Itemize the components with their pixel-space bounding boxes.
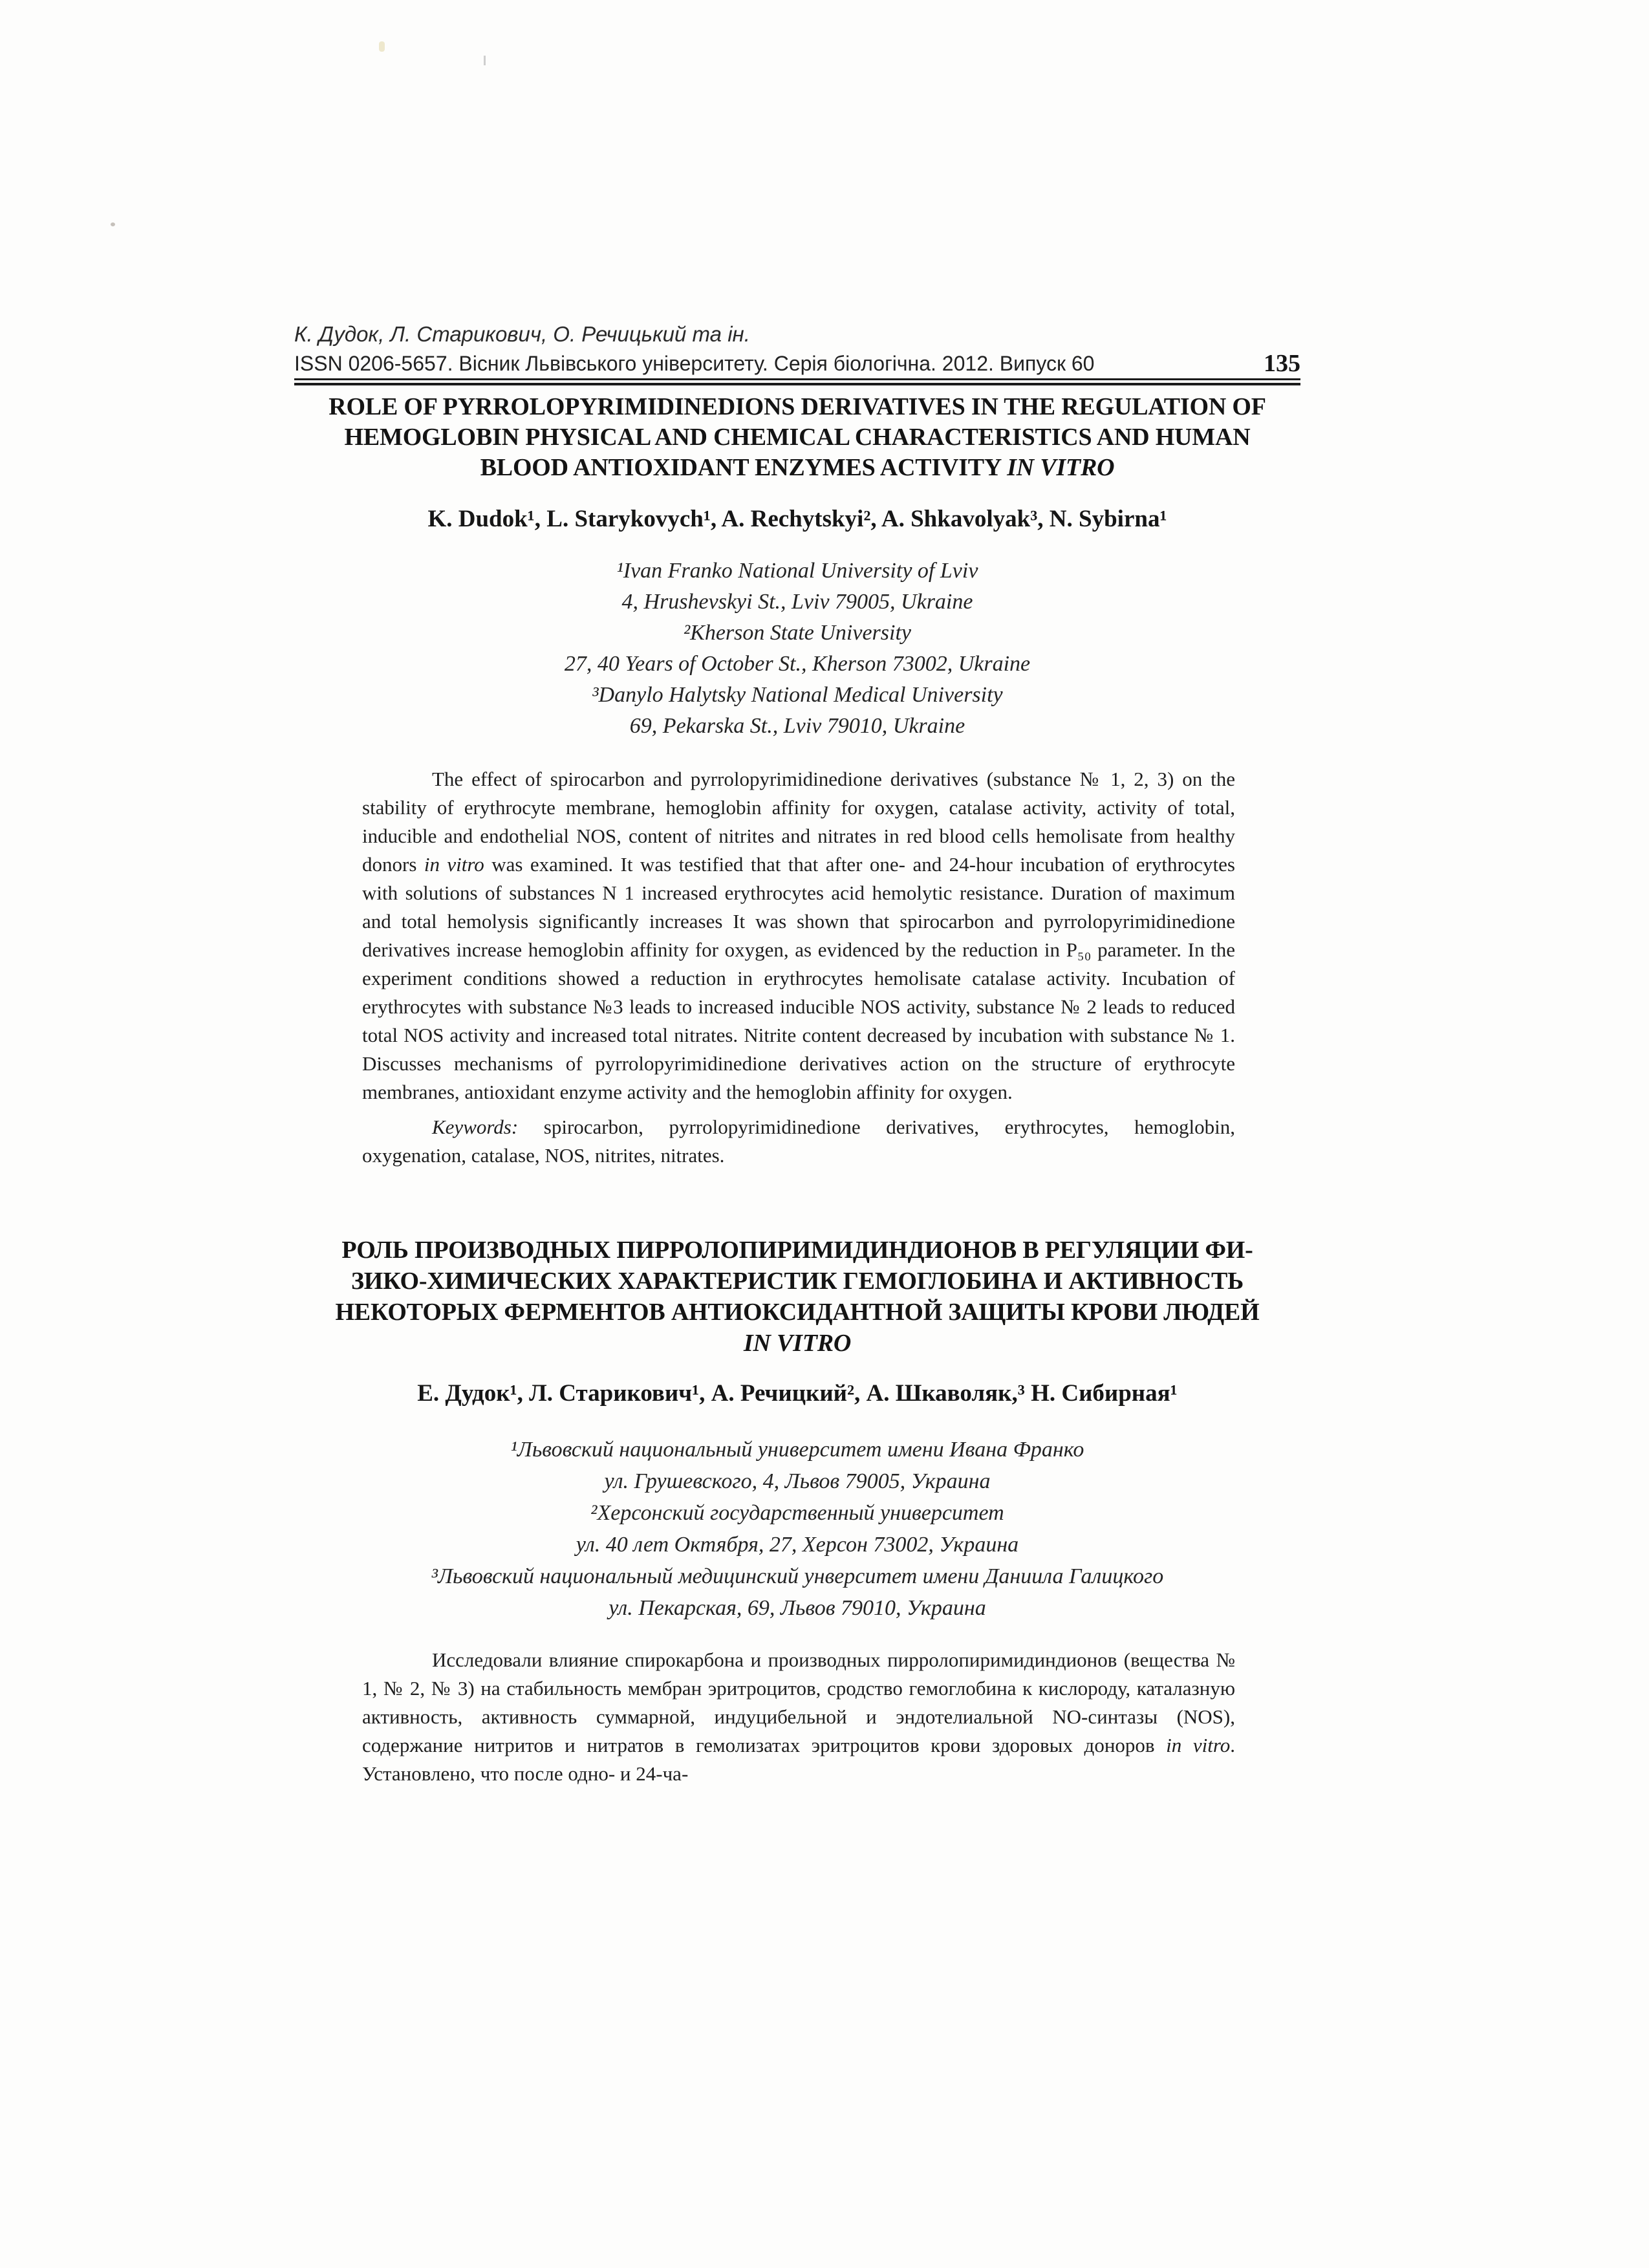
scan-artifact-dot bbox=[111, 222, 115, 226]
abstract-en bbox=[362, 765, 1235, 1107]
authors-en: K. Dudok¹, L. Starykovych¹, A. Rechytskyi², A. Shkavolyak³, N. Sybirna¹ bbox=[427, 506, 1167, 532]
article-title-en-line1: ROLE OF PYRROLOPYRIMIDINEDIONS DERIVATIVES IN THE REGULATION OF bbox=[329, 393, 1266, 420]
article-title-en-line3-text: BLOOD ANTIOXIDANT ENZYMES ACTIVITY bbox=[480, 454, 1008, 481]
keywords-label: Keywords: bbox=[432, 1116, 519, 1138]
affiliation-en-3: ³Danylo Halytsky National Medical University bbox=[592, 683, 1003, 707]
abstract-en-text-1: The effect of spirocarbon and pyrrolopyrimidinedione derivatives (substance № 1, 2, 3) on the stability of erythrocyte membrane, hemoglobin affinity for oxygen, catalase activity, activity of total, inducible and endothelial NOS, content of nitrites and nitrates in red blood cells hemolisate from healthy donors bbox=[362, 768, 1235, 876]
affiliation-en-1: ¹Ivan Franko National University of Lviv bbox=[616, 559, 978, 583]
affiliations-en bbox=[294, 556, 1300, 742]
article-title-ru-line3: НЕКОТОРЫХ ФЕРМЕНТОВ АНТИОКСИДАНТНОЙ ЗАЩИТЫ КРОВИ ЛЮДЕЙ bbox=[335, 1299, 1260, 1326]
affiliation-en-2-address: 27, 40 Years of October St., Kherson 73002, Ukraine bbox=[564, 652, 1031, 676]
running-authors: К. Дудок, Л. Старикович, О. Речицький та ін. bbox=[294, 322, 750, 346]
affiliation-ru-1: ¹Львовский национальный университет имени Ивана Франко bbox=[510, 1438, 1084, 1462]
article-title-ru bbox=[294, 1235, 1300, 1359]
affiliation-ru-3: ³Львовский национальный медицинский унверситет имени Даниила Галицкого bbox=[431, 1564, 1164, 1588]
affiliation-ru-2-address: ул. 40 лет Октября, 27, Херсон 73002, Украина bbox=[576, 1533, 1019, 1557]
header-divider-rule bbox=[294, 378, 1300, 385]
article-content-column bbox=[294, 321, 1300, 1788]
abstract-ru-text-2: . Установлено, что после одно- и 24-ча- bbox=[362, 1734, 1235, 1785]
scan-artifact-tick bbox=[484, 56, 486, 65]
affiliation-en-2: ²Kherson State University bbox=[683, 621, 912, 645]
abstract-ru-invitro: in vitro bbox=[1166, 1734, 1231, 1756]
affiliation-en-3-address: 69, Pekarska St., Lviv 79010, Ukraine bbox=[629, 714, 965, 738]
journal-header-row bbox=[294, 351, 1300, 376]
keywords-en bbox=[362, 1113, 1235, 1170]
authors-ru: Е. Дудок¹, Л. Старикович¹, А. Речицкий², А. Шкаволяк,³ Н. Сибирная¹ bbox=[417, 1380, 1178, 1407]
article-title-en-invitro: IN VITRO bbox=[1007, 454, 1115, 481]
scan-artifact-smudge bbox=[379, 41, 385, 52]
article-title-ru-line1: РОЛЬ ПРОИЗВОДНЫХ ПИРРОЛОПИРИМИДИНДИОНОВ В РЕГУЛЯЦИИ ФИ- bbox=[341, 1237, 1253, 1264]
article-title-ru-invitro: IN VITRO bbox=[743, 1330, 852, 1357]
article-title-en bbox=[294, 392, 1300, 483]
issn-line: ISSN 0206-5657. Вісник Львівського університету. Серія біологічна. 2012. Випуск 60 bbox=[294, 352, 1095, 375]
article-title-en-line3 bbox=[294, 453, 1300, 483]
page-number: 135 bbox=[1264, 350, 1300, 377]
affiliation-ru-3-address: ул. Пекарская, 69, Львов 79010, Украина bbox=[609, 1596, 986, 1620]
abstract-en-invitro: in vitro bbox=[424, 853, 484, 876]
abstract-en-text-2: was examined. It was testified that that after one- and 24-hour incubation of erythrocytes with solutions of substances N 1 increased erythrocytes acid hemolytic resistance. Duration of maximum and total hemolysis significantly increases It was shown that spirocarbon and pyrrolopyrimidinedione derivatives increase hemoglobin affinity for oxygen, as evidenced by the reduction in P₅₀ parameter. In the experiment conditions showed a reduction in erythrocytes hemolisate catalase activity. Incubation of erythrocytes with substance №3 leads to increased inducible NOS activity, substance № 2 leads to reduced total NOS activity and increased total nitrates. Nitrite content decreased by incubation with substance № 1. Discusses mechanisms of pyrrolopyrimidinedione derivatives action on the structure of erythrocyte membranes, antioxidant enzyme activity and the hemoglobin affinity for oxygen. bbox=[362, 853, 1235, 1103]
abstract-ru bbox=[362, 1646, 1235, 1788]
article-title-en-line2: HEMOGLOBIN PHYSICAL AND CHEMICAL CHARACTERISTICS AND HUMAN bbox=[344, 424, 1251, 451]
affiliation-en-1-address: 4, Hrushevskyi St., Lviv 79005, Ukraine bbox=[621, 590, 973, 614]
affiliations-ru bbox=[294, 1434, 1300, 1624]
abstract-ru-text-1: Исследовали влияние спирокарбона и производных пирролопиримидиндионов (вещества № 1, № 2, № 3) на стабильность мембран эритроцитов, сродство гемоглобина к кислороду, каталазную активность, активность суммарной, индуцибельной и эндотелиальной NO-синтазы (NOS), содержание нитритов и нитратов в гемолизатах эритроцитов крови здоровых доноров bbox=[362, 1648, 1235, 1756]
affiliation-ru-1-address: ул. Грушевского, 4, Львов 79005, Украина bbox=[604, 1469, 991, 1493]
article-title-ru-line2: ЗИКО-ХИМИЧЕСКИХ ХАРАКТЕРИСТИК ГЕМОГЛОБИНА И АКТИВНОСТЬ bbox=[350, 1268, 1244, 1295]
affiliation-ru-2: ²Херсонский государственный университет bbox=[590, 1501, 1004, 1525]
keywords-text: spirocarbon, pyrrolopyrimidinedione derivatives, erythrocytes, hemoglobin, oxygenation, catalase, NOS, nitrites, nitrates. bbox=[362, 1116, 1235, 1167]
